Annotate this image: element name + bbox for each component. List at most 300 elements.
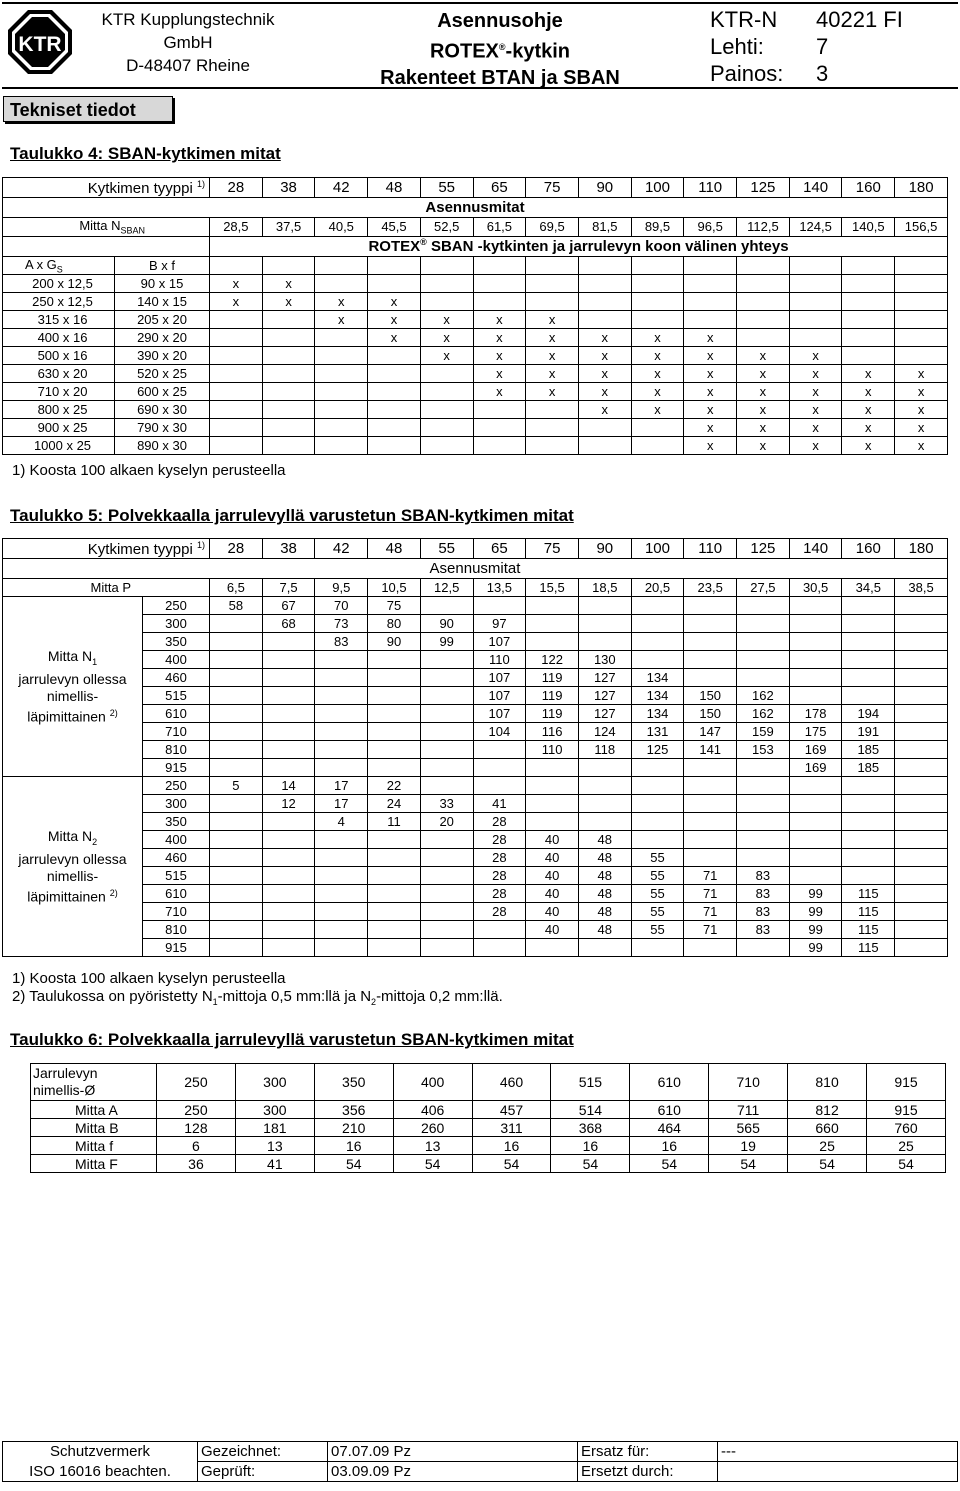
compat-mark: x — [842, 383, 895, 401]
dimension-value: 107 — [473, 669, 526, 687]
size-cell: 38 — [262, 539, 315, 559]
dimension-value: 660 — [788, 1119, 867, 1137]
compat-mark — [631, 275, 684, 293]
checked-label: Geprüft: — [198, 1462, 328, 1482]
dimension-value — [842, 777, 895, 795]
table6-data-row — [31, 1119, 946, 1137]
dimension-value — [895, 795, 948, 813]
compat-mark — [315, 383, 368, 401]
ag-value: 710 x 20 — [3, 383, 115, 401]
disc-nominal-value: 350 — [314, 1064, 393, 1101]
empty-cell — [420, 256, 473, 275]
dimension-value: 97 — [473, 615, 526, 633]
disc-nominal-label: Jarrulevyn nimellis-Ø — [31, 1064, 157, 1101]
dimension-value: 116 — [526, 723, 579, 741]
dimension-value — [895, 705, 948, 723]
dimension-value — [895, 777, 948, 795]
dimension-value — [210, 903, 263, 921]
dimension-value — [895, 903, 948, 921]
compat-mark: x — [578, 347, 631, 365]
dimension-value — [578, 759, 631, 777]
size-cell: 42 — [315, 539, 368, 559]
dimension-value — [210, 939, 263, 957]
compat-mark — [895, 275, 948, 293]
p-value: 7,5 — [262, 579, 315, 597]
dimension-value — [210, 687, 263, 705]
dimension-value: 71 — [684, 921, 737, 939]
dimension-value: 24 — [368, 795, 421, 813]
drawn-value: 07.07.09 Pz — [328, 1442, 578, 1462]
compat-mark: x — [895, 365, 948, 383]
dimension-value: 83 — [737, 885, 790, 903]
dimension-value — [262, 723, 315, 741]
compat-mark: x — [737, 419, 790, 437]
table5-n2-group-row — [3, 867, 948, 885]
dimension-value — [315, 687, 368, 705]
protection-note-1: Schutzvermerk — [3, 1442, 198, 1462]
compat-mark — [368, 365, 421, 383]
dimension-value — [842, 813, 895, 831]
dimension-value — [210, 885, 263, 903]
compat-mark: x — [473, 311, 526, 329]
compat-mark — [210, 365, 263, 383]
disc-nominal-value: 300 — [235, 1064, 314, 1101]
relation-blank — [3, 236, 210, 256]
bf-value: 520 x 25 — [115, 365, 210, 383]
compat-mark — [842, 329, 895, 347]
dimension-value — [895, 723, 948, 741]
dimension-value — [789, 849, 842, 867]
empty-cell — [631, 256, 684, 275]
p-value: 27,5 — [737, 579, 790, 597]
ag-value: 315 x 16 — [3, 311, 115, 329]
dimension-value — [737, 759, 790, 777]
table5-n2-group-row — [3, 885, 948, 903]
dimension-value — [210, 633, 263, 651]
compat-mark — [789, 329, 842, 347]
compat-mark: x — [473, 329, 526, 347]
compat-mark — [842, 275, 895, 293]
table5-n1-group-row — [3, 597, 948, 615]
ag-value: 250 x 12,5 — [3, 293, 115, 311]
replaced-by-label: Ersetzt durch: — [578, 1462, 718, 1482]
dimension-value: 54 — [393, 1155, 472, 1173]
p-value: 34,5 — [842, 579, 895, 597]
dimension-value: 107 — [473, 633, 526, 651]
disc-nominal-value: 400 — [393, 1064, 472, 1101]
dimension-value — [789, 597, 842, 615]
dimension-value: 28 — [473, 903, 526, 921]
dimension-value: 13 — [393, 1137, 472, 1155]
dimension-value: 55 — [631, 903, 684, 921]
empty-cell — [262, 256, 315, 275]
table5-note1: 1) Koosta 100 alkaen kyselyn perusteella — [12, 970, 286, 987]
p-value: 23,5 — [684, 579, 737, 597]
ag-value: 900 x 25 — [3, 419, 115, 437]
dimension-value — [631, 795, 684, 813]
table5-n2-group-row — [3, 813, 948, 831]
dimension-value: 565 — [709, 1119, 788, 1137]
n-value: 81,5 — [578, 218, 631, 237]
compat-mark: x — [684, 419, 737, 437]
compat-mark — [315, 275, 368, 293]
dimension-value — [737, 597, 790, 615]
compat-mark — [737, 293, 790, 311]
dimension-value: 104 — [473, 723, 526, 741]
table4-data-row — [3, 293, 948, 311]
dimension-value: 250 — [157, 1101, 236, 1119]
compat-mark — [895, 347, 948, 365]
dimension-label: Mitta F — [31, 1155, 157, 1173]
dimension-value — [895, 849, 948, 867]
dimension-value — [895, 885, 948, 903]
bf-value: 600 x 25 — [115, 383, 210, 401]
compat-mark — [526, 293, 579, 311]
compat-mark: x — [315, 293, 368, 311]
dimension-value: 119 — [526, 687, 579, 705]
dimension-value: 175 — [789, 723, 842, 741]
bf-value: 90 x 15 — [115, 275, 210, 293]
dimension-value: 58 — [210, 597, 263, 615]
dimension-value — [842, 867, 895, 885]
table5 — [2, 538, 948, 957]
dimension-value: 19 — [709, 1137, 788, 1155]
dimension-value — [368, 849, 421, 867]
dimension-value — [578, 795, 631, 813]
dimension-value — [789, 795, 842, 813]
dimension-value — [368, 903, 421, 921]
dimension-value — [737, 777, 790, 795]
dimension-value — [210, 615, 263, 633]
compat-mark — [526, 275, 579, 293]
table5-n2-group-row — [3, 777, 948, 795]
dimension-value — [315, 651, 368, 669]
dimension-value — [895, 615, 948, 633]
dimension-value: 70 — [315, 597, 368, 615]
dimension-value: 162 — [737, 705, 790, 723]
table4-relation-heading — [3, 236, 948, 256]
dimension-value — [262, 705, 315, 723]
compat-mark — [684, 311, 737, 329]
dimension-value — [789, 777, 842, 795]
compat-mark — [842, 311, 895, 329]
size-cell: 75 — [526, 178, 579, 198]
dimension-value: 128 — [157, 1119, 236, 1137]
dimension-value: 124 — [578, 723, 631, 741]
dimension-value: 125 — [631, 741, 684, 759]
size-cell: 28 — [210, 178, 263, 198]
dimension-value: 110 — [473, 651, 526, 669]
size-cell: 100 — [631, 178, 684, 198]
compat-mark: x — [420, 311, 473, 329]
compat-mark — [368, 437, 421, 455]
compat-mark: x — [578, 365, 631, 383]
p-value: 30,5 — [789, 579, 842, 597]
p-value: 13,5 — [473, 579, 526, 597]
dimension-value — [210, 759, 263, 777]
empty-cell — [210, 256, 263, 275]
compat-mark: x — [420, 347, 473, 365]
table4-data-row — [3, 311, 948, 329]
dimension-value — [842, 849, 895, 867]
dimension-value — [789, 669, 842, 687]
dimension-value — [420, 741, 473, 759]
compat-mark — [262, 329, 315, 347]
compat-mark — [420, 383, 473, 401]
protection-note-2: ISO 16016 beachten. — [3, 1462, 198, 1482]
empty-cell — [737, 256, 790, 275]
dimension-value — [368, 921, 421, 939]
dimension-value — [789, 831, 842, 849]
disc-diameter: 350 — [143, 633, 210, 651]
dimension-value: 73 — [315, 615, 368, 633]
dimension-value — [526, 615, 579, 633]
dimension-value — [315, 849, 368, 867]
p-value: 38,5 — [895, 579, 948, 597]
compat-mark — [368, 347, 421, 365]
table4-title: Taulukko 4: SBAN-kytkimen mitat — [10, 144, 281, 163]
n-value: 28,5 — [210, 218, 263, 237]
dimension-value — [578, 813, 631, 831]
dimension-value — [526, 813, 579, 831]
dimension-value — [368, 741, 421, 759]
dimension-value: 11 — [368, 813, 421, 831]
dimension-value — [210, 813, 263, 831]
dimension-value: 812 — [788, 1101, 867, 1119]
dimension-value: 20 — [420, 813, 473, 831]
compat-mark: x — [789, 419, 842, 437]
disc-diameter: 915 — [143, 759, 210, 777]
dimension-value — [526, 939, 579, 957]
dimension-value: 40 — [526, 921, 579, 939]
compat-mark — [210, 329, 263, 347]
dimension-value — [420, 687, 473, 705]
size-cell: 28 — [210, 539, 263, 559]
n-value: 124,5 — [789, 218, 842, 237]
table5-n1-group-row — [3, 741, 948, 759]
compat-mark: x — [473, 365, 526, 383]
dimension-value — [895, 687, 948, 705]
compat-mark — [368, 401, 421, 419]
dimension-value — [420, 903, 473, 921]
title-line-3: Rakenteet BTAN ja SBAN — [380, 66, 620, 89]
dimension-value: 83 — [315, 633, 368, 651]
disc-diameter: 350 — [143, 813, 210, 831]
n-value: 112,5 — [737, 218, 790, 237]
dimension-value: 99 — [420, 633, 473, 651]
compat-mark: x — [842, 365, 895, 383]
compat-mark — [210, 401, 263, 419]
dimension-value — [684, 939, 737, 957]
size-cell: 55 — [420, 178, 473, 198]
ag-label: A x $G_S$ — [3, 256, 115, 275]
compat-mark — [262, 383, 315, 401]
dimension-value — [315, 741, 368, 759]
dimension-value — [262, 651, 315, 669]
compat-mark: x — [895, 437, 948, 455]
dimension-value — [737, 849, 790, 867]
dimension-value — [262, 759, 315, 777]
compat-mark — [526, 401, 579, 419]
dimension-value — [210, 921, 263, 939]
dimension-value: 48 — [578, 921, 631, 939]
compat-mark — [895, 293, 948, 311]
compat-mark: x — [631, 365, 684, 383]
company-name: KTR Kupplungstechnik — [101, 10, 275, 29]
compat-mark — [578, 437, 631, 455]
dimension-value — [262, 831, 315, 849]
compat-mark: x — [210, 293, 263, 311]
compat-mark — [262, 311, 315, 329]
ag-value: 630 x 20 — [3, 365, 115, 383]
n-label: Mitta $N_{SBAN}$ — [3, 218, 210, 237]
section-tab: Tekniset tiedot — [3, 96, 173, 122]
dimension-value: 150 — [684, 687, 737, 705]
type-label: Kytkimen tyyppi $^{1)}$ — [3, 178, 210, 198]
compat-mark: x — [684, 401, 737, 419]
dimension-value — [895, 759, 948, 777]
dimension-value — [315, 759, 368, 777]
dimension-value — [684, 777, 737, 795]
compat-mark: x — [842, 437, 895, 455]
n-value: 69,5 — [526, 218, 579, 237]
compat-mark — [210, 383, 263, 401]
bf-label: B x f — [115, 256, 210, 275]
dimension-value: 514 — [551, 1101, 630, 1119]
dimension-value: 54 — [551, 1155, 630, 1173]
compat-mark: x — [631, 347, 684, 365]
compat-mark — [262, 437, 315, 455]
size-cell: 55 — [420, 539, 473, 559]
compat-mark: x — [789, 347, 842, 365]
n-value: 45,5 — [368, 218, 421, 237]
dimension-value: 71 — [684, 903, 737, 921]
compat-mark — [895, 329, 948, 347]
empty-cell — [842, 256, 895, 275]
compat-mark — [578, 293, 631, 311]
table5-n1-group-row — [3, 723, 948, 741]
table4-data-row — [3, 419, 948, 437]
compat-mark: x — [473, 383, 526, 401]
disc-diameter: 710 — [143, 903, 210, 921]
dimension-value: 16 — [551, 1137, 630, 1155]
dimension-value: 55 — [631, 849, 684, 867]
dimension-value — [631, 813, 684, 831]
disc-nominal-value: 460 — [472, 1064, 551, 1101]
bf-value: 205 x 20 — [115, 311, 210, 329]
dimension-value — [684, 669, 737, 687]
size-cell: 90 — [578, 539, 631, 559]
doc-number-label: KTR-N — [710, 7, 778, 32]
compat-mark: x — [631, 401, 684, 419]
dimension-value: 127 — [578, 705, 631, 723]
dimension-value — [210, 795, 263, 813]
document-footer — [2, 1441, 958, 1482]
bf-value: 390 x 20 — [115, 347, 210, 365]
dimension-value — [210, 723, 263, 741]
dimension-value — [631, 939, 684, 957]
table4-data-row — [3, 347, 948, 365]
compat-mark — [210, 437, 263, 455]
dimension-value: 90 — [368, 633, 421, 651]
drawn-label: Gezeichnet: — [198, 1442, 328, 1462]
dimension-value — [789, 687, 842, 705]
compat-mark — [526, 437, 579, 455]
dimension-value: 54 — [472, 1155, 551, 1173]
compat-mark: x — [684, 365, 737, 383]
dimension-value: 110 — [526, 741, 579, 759]
dimension-value — [262, 849, 315, 867]
compat-mark: x — [578, 401, 631, 419]
table6 — [30, 1063, 946, 1173]
dimension-value — [262, 633, 315, 651]
dimension-value — [842, 615, 895, 633]
table4-n-row — [3, 218, 948, 237]
compat-mark — [315, 401, 368, 419]
dimension-value — [895, 741, 948, 759]
dimension-value: 99 — [789, 885, 842, 903]
dimension-value: 13 — [235, 1137, 314, 1155]
dimension-value — [315, 669, 368, 687]
dimension-value: 28 — [473, 813, 526, 831]
dimension-value — [262, 903, 315, 921]
dimension-value: 210 — [314, 1119, 393, 1137]
compat-mark: x — [789, 383, 842, 401]
dimension-value: 99 — [789, 921, 842, 939]
dimension-value — [684, 651, 737, 669]
dimension-value: 130 — [578, 651, 631, 669]
size-cell: 110 — [684, 539, 737, 559]
dimension-value: 181 — [235, 1119, 314, 1137]
compat-mark — [262, 401, 315, 419]
dimension-value: 134 — [631, 705, 684, 723]
table6-title: Taulukko 6: Polvekkaalla jarrulevyllä varustetun SBAN-kytkimen mitat — [10, 1030, 574, 1049]
disc-nominal-value: 810 — [788, 1064, 867, 1101]
empty-cell — [368, 256, 421, 275]
compat-mark: x — [420, 329, 473, 347]
dimension-value: 99 — [789, 903, 842, 921]
dimension-value — [895, 831, 948, 849]
dimension-value: 54 — [630, 1155, 709, 1173]
compat-mark: x — [789, 365, 842, 383]
dimension-value — [631, 651, 684, 669]
dimension-value — [737, 651, 790, 669]
compat-mark — [315, 419, 368, 437]
dimension-value: 169 — [789, 759, 842, 777]
compat-mark: x — [737, 401, 790, 419]
disc-nominal-value: 710 — [709, 1064, 788, 1101]
dimension-value: 75 — [368, 597, 421, 615]
table4-col-labels — [3, 256, 948, 275]
compat-mark — [420, 365, 473, 383]
dimension-value — [895, 597, 948, 615]
dimension-value: 36 — [157, 1155, 236, 1173]
dimension-value — [210, 705, 263, 723]
compat-mark: x — [631, 329, 684, 347]
dimension-value: 6 — [157, 1137, 236, 1155]
table4-note1: 1) Koosta 100 alkaen kyselyn perusteella — [12, 462, 286, 479]
dimension-value — [789, 651, 842, 669]
dimension-value — [631, 633, 684, 651]
title-line-2: ROTEX®-kytkin — [429, 40, 570, 63]
ag-value: 800 x 25 — [3, 401, 115, 419]
dimension-value — [420, 669, 473, 687]
dimension-value — [895, 921, 948, 939]
table4 — [2, 177, 948, 455]
dimension-value: 134 — [631, 669, 684, 687]
size-cell: 38 — [262, 178, 315, 198]
disc-diameter: 460 — [143, 669, 210, 687]
